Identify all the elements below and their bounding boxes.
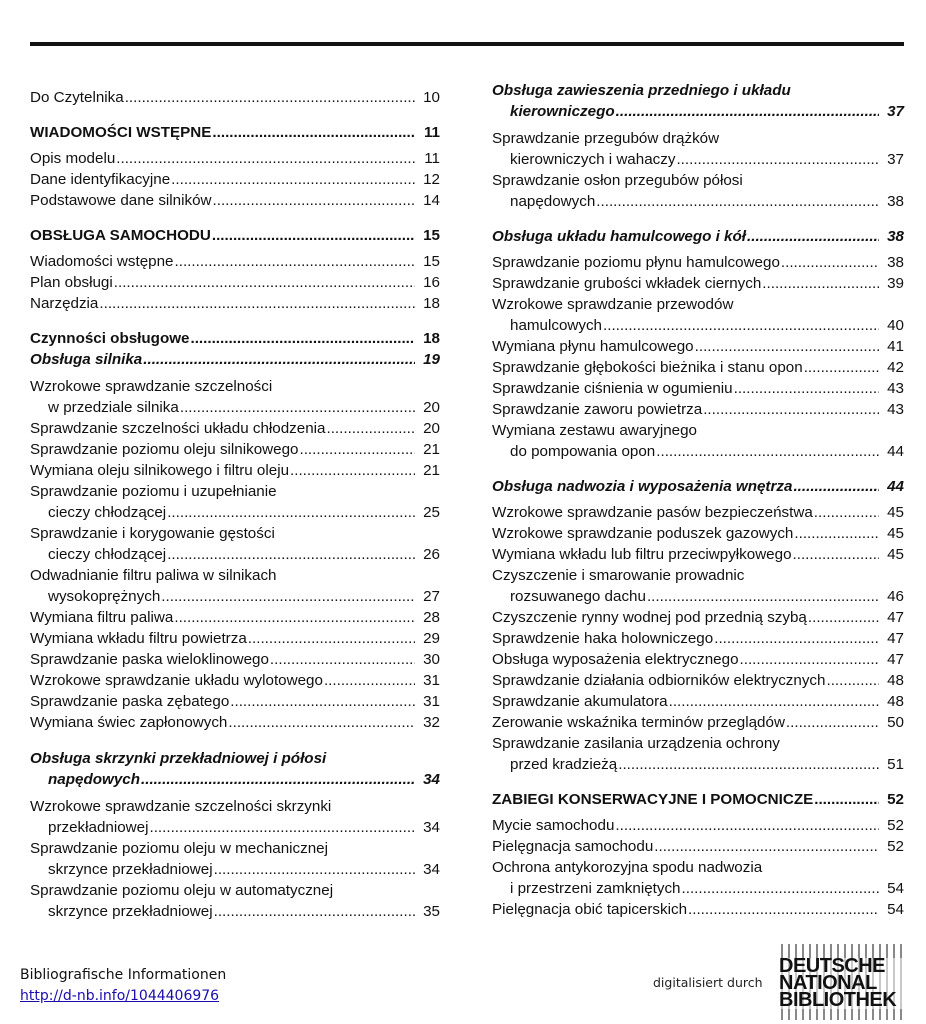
toc-section-heading: WIADOMOŚCI WSTĘPNE ..... 11 (30, 122, 440, 143)
toc-entry: Do Czytelnika ..... 10 (30, 87, 440, 108)
toc-entry: Wymiana wkładu filtru powietrza ..... 29 (30, 628, 440, 649)
toc-entry: Sprawdzenie haka holowniczego ..... 47 (492, 628, 904, 649)
toc-subsection-heading: Obsługa układu hamulcowego i kół ..... 38 (492, 226, 904, 247)
toc-entry: Wzrokowe sprawdzanie pasów bezpieczeństwa ..... 45 (492, 502, 904, 523)
toc-entry: przed kradzieżą ..... 51 (492, 754, 904, 775)
toc-right-column (492, 80, 904, 920)
dnb-logo-line: BIBLIOTHEK (779, 989, 897, 1011)
top-rule (30, 42, 904, 46)
toc-entry: Wymiana oleju silnikowego i filtru oleju ..... 21 (30, 460, 440, 481)
toc-entry: Sprawdzanie poziomu oleju silnikowego ..... 21 (30, 439, 440, 460)
toc-entry: Sprawdzanie grubości wkładek ciernych ..... 39 (492, 273, 904, 294)
toc-entry: skrzynce przekładniowej ..... 35 (30, 901, 440, 922)
toc-entry: Sprawdzanie paska zębatego ..... 31 (30, 691, 440, 712)
toc-entry: Wymiana świec zapłonowych ..... 32 (30, 712, 440, 733)
toc-entry: napędowych ..... 38 (492, 191, 904, 212)
toc-entry: Sprawdzanie głębokości bieżnika i stanu opon ..... 42 (492, 357, 904, 378)
toc-entry-line: Wzrokowe sprawdzanie przewodów (492, 296, 734, 313)
toc-subsection-heading: kierowniczego ..... 37 (492, 101, 904, 122)
toc-entry: Narzędzia ..... 18 (30, 293, 440, 314)
toc-entry: Sprawdzanie szczelności układu chłodzenia ..... 20 (30, 418, 440, 439)
toc-entry-line: Odwadnianie filtru paliwa w silnikach (30, 567, 277, 584)
toc-entry: przekładniowej ..... 34 (30, 817, 440, 838)
toc-left-column (30, 80, 440, 922)
toc-entry: Pielęgnacja samochodu ..... 52 (492, 836, 904, 857)
toc-entry: Mycie samochodu ..... 52 (492, 815, 904, 836)
toc-entry: Wiadomości wstępne ..... 15 (30, 251, 440, 272)
toc-entry: kierowniczych i wahaczy ..... 37 (492, 149, 904, 170)
bibliographic-info-label: Bibliografische Informationen (20, 967, 227, 983)
toc-entry: rozsuwanego dachu ..... 46 (492, 586, 904, 607)
toc-entry: Sprawdzanie akumulatora ..... 48 (492, 691, 904, 712)
toc-entry-line: Wymiana zestawu awaryjnego (492, 422, 697, 439)
bibliographic-info (20, 965, 226, 1007)
toc-entry: Dane identyfikacyjne ..... 12 (30, 169, 440, 190)
toc-entry: skrzynce przekładniowej ..... 34 (30, 859, 440, 880)
toc-entry: w przedziale silnika ..... 20 (30, 397, 440, 418)
toc-entry: Czyszczenie rynny wodnej pod przednią szybą ..... 47 (492, 607, 904, 628)
toc-subsection-heading-line: Obsługa zawieszenia przedniego i układu (492, 82, 791, 99)
toc-section-heading: ZABIEGI KONSERWACYJNE I POMOCNICZE ..... 52 (492, 789, 904, 810)
toc-entry: Zerowanie wskaźnika terminów przeglądów ..... 50 (492, 712, 904, 733)
toc-entry: Opis modelu ..... 11 (30, 148, 440, 169)
toc-entry-line: Sprawdzanie poziomu oleju w automatycznej (30, 882, 334, 899)
dnb-logo-text (779, 955, 897, 1011)
toc-entry-line: Sprawdzanie i korygowanie gęstości (30, 525, 275, 542)
toc-entry: Obsługa wyposażenia elektrycznego ..... 47 (492, 649, 904, 670)
toc-entry: Wzrokowe sprawdzanie układu wylotowego ..... 31 (30, 670, 440, 691)
toc-entry-line: Sprawdzanie poziomu oleju w mechanicznej (30, 840, 329, 857)
toc-entry-line: Wzrokowe sprawdzanie szczelności skrzynki (30, 798, 332, 815)
toc-entry-line: Wzrokowe sprawdzanie szczelności (30, 378, 273, 395)
toc-entry: Wymiana wkładu lub filtru przeciwpyłkowego ..... 45 (492, 544, 904, 565)
toc-entry-line: Sprawdzanie przegubów drążków (492, 130, 720, 147)
toc-subsection-heading: Obsługa nadwozia i wyposażenia wnętrza ..... 44 (492, 476, 904, 497)
toc-subsection-heading-line: Obsługa skrzynki przekładniowej i półosi (30, 750, 327, 767)
dnb-logo (779, 944, 907, 1020)
toc-entry: Wymiana filtru paliwa ..... 28 (30, 607, 440, 628)
toc-entry: Plan obsługi ..... 16 (30, 272, 440, 293)
toc-entry: Podstawowe dane silników ..... 14 (30, 190, 440, 211)
toc-entry-line: Sprawdzanie zasilania urządzenia ochrony (492, 735, 780, 752)
toc-entry: Wymiana płynu hamulcowego ..... 41 (492, 336, 904, 357)
toc-entry: Sprawdzanie paska wieloklinowego ..... 30 (30, 649, 440, 670)
toc-entry: Sprawdzanie ciśnienia w ogumieniu ..... 43 (492, 378, 904, 399)
toc-entry: Sprawdzanie zaworu powietrza ..... 43 (492, 399, 904, 420)
digitized-by-label: digitalisiert durch (653, 975, 763, 990)
toc-section-heading: Czynności obsługowe ..... 18 (30, 328, 440, 349)
toc-entry: cieczy chłodzącej ..... 25 (30, 502, 440, 523)
toc-entry-line: Sprawdzanie poziomu i uzupełnianie (30, 483, 277, 500)
dnb-logo-line: DEUTSCHE (779, 955, 886, 977)
toc-subsection-heading: napędowych ..... 34 (30, 769, 440, 790)
toc-entry: i przestrzeni zamkniętych ..... 54 (492, 878, 904, 899)
toc-section-heading: OBSŁUGA SAMOCHODU ..... 15 (30, 225, 440, 246)
toc-entry: hamulcowych ..... 40 (492, 315, 904, 336)
dnb-logo-line: NATIONAL (779, 972, 877, 994)
toc-entry: Sprawdzanie działania odbiorników elektrycznych ..... 48 (492, 670, 904, 691)
dnb-link[interactable]: http://d-nb.info/1044406976 (20, 988, 220, 1004)
toc-entry-line: Sprawdzanie osłon przegubów półosi (492, 172, 743, 189)
toc-entry-line: Ochrona antykorozyjna spodu nadwozia (492, 859, 763, 876)
toc-entry: Sprawdzanie poziomu płynu hamulcowego ..... 38 (492, 252, 904, 273)
toc-subsection-heading: Obsługa silnika ..... 19 (30, 349, 440, 370)
toc-entry-line: Czyszczenie i smarowanie prowadnic (492, 567, 745, 584)
toc-entry: cieczy chłodzącej ..... 26 (30, 544, 440, 565)
toc-entry: Pielęgnacja obić tapicerskich ..... 54 (492, 899, 904, 920)
toc-entry: Wzrokowe sprawdzanie poduszek gazowych ..... 45 (492, 523, 904, 544)
toc-entry: wysokoprężnych ..... 27 (30, 586, 440, 607)
toc-entry: do pompowania opon ..... 44 (492, 441, 904, 462)
